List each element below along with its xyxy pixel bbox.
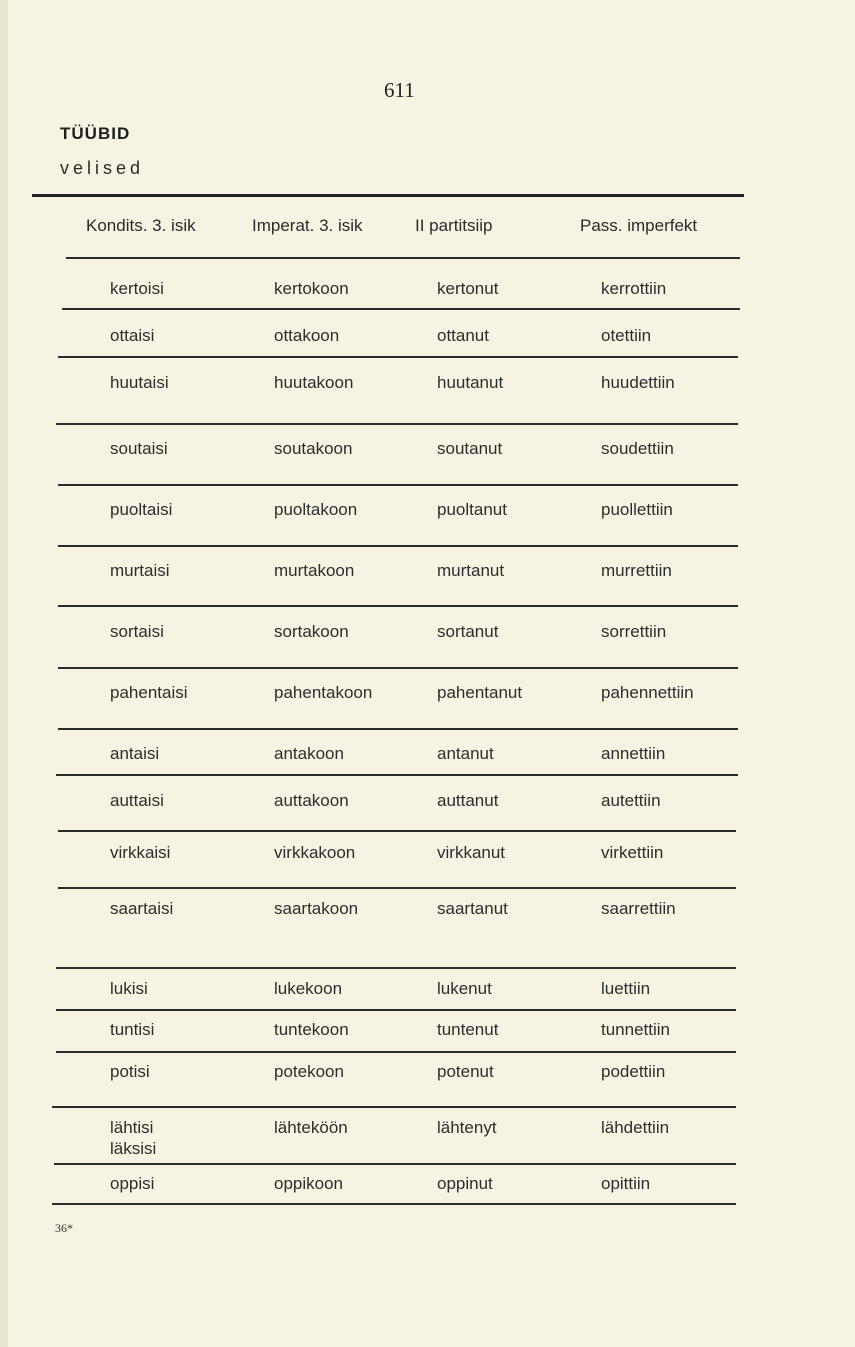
cell-passive-imperfect: tunnettiin	[601, 1020, 670, 1039]
table-rule	[52, 1106, 736, 1108]
page-footnote: 36*	[55, 1221, 73, 1235]
table-rule	[58, 728, 738, 730]
cell-participle: tuntenut	[437, 1020, 499, 1039]
cell-passive-imperfect: opittiin	[601, 1174, 651, 1193]
table-row	[0, 744, 855, 788]
cell-imperative: sortakoon	[274, 622, 349, 641]
cell-conditional: kertoisi	[110, 279, 164, 298]
cell-conditional: saartaisi	[110, 899, 174, 918]
cell-participle: kertonut	[437, 279, 499, 298]
table-row	[0, 500, 855, 544]
cell-conditional: sortaisi	[110, 622, 164, 641]
cell-participle: oppinut	[437, 1174, 493, 1193]
cell-imperative: ottakoon	[274, 326, 340, 345]
cell-participle: huutanut	[437, 373, 504, 392]
cell-conditional: puoltaisi	[110, 500, 173, 519]
cell-imperative: oppikoon	[274, 1174, 344, 1193]
cell-participle: lukenut	[437, 979, 492, 998]
cell-conditional: pahentaisi	[110, 683, 188, 702]
cell-conditional: ottaisi	[110, 326, 155, 345]
cell-conditional: potisi	[110, 1062, 150, 1081]
cell-conditional: murtaisi	[110, 561, 170, 580]
table-row	[0, 791, 855, 835]
cell-passive-imperfect: puollettiin	[601, 500, 673, 519]
table-row	[0, 683, 855, 727]
cell-imperative: murtakoon	[274, 561, 355, 580]
cell-imperative: antakoon	[274, 744, 344, 763]
cell-participle: pahentanut	[437, 683, 523, 702]
cell-conditional: virkkaisi	[110, 843, 171, 862]
header-passive-imperfect: Pass. imperfekt	[580, 216, 698, 235]
cell-participle: antanut	[437, 744, 494, 763]
cell-conditional: tuntisi	[110, 1020, 155, 1039]
table-rule	[58, 545, 738, 547]
header-conditional: Kondits. 3. isik	[86, 216, 196, 235]
table-rule	[56, 967, 736, 969]
cell-passive-imperfect: saarrettiin	[601, 899, 676, 918]
table-rule	[58, 667, 738, 669]
header-participle: II partitsiip	[415, 216, 493, 235]
cell-participle: potenut	[437, 1062, 494, 1081]
table-row	[0, 979, 855, 1023]
cell-imperative: auttakoon	[274, 791, 349, 810]
cell-passive-imperfect: kerrottiin	[601, 279, 667, 298]
table-row	[0, 1118, 855, 1162]
section-subtitle: velised	[60, 158, 145, 178]
table-rule	[58, 887, 736, 889]
cell-conditional: lukisi	[110, 979, 148, 998]
cell-conditional: soutaisi	[110, 439, 168, 458]
page-number: 611	[384, 78, 415, 102]
table-row	[0, 439, 855, 483]
cell-imperative: kertokoon	[274, 279, 349, 298]
cell-participle: virkkanut	[437, 843, 506, 862]
cell-conditional: huutaisi	[110, 373, 169, 392]
table-row	[0, 1020, 855, 1064]
cell-imperative: saartakoon	[274, 899, 359, 918]
cell-imperative: puoltakoon	[274, 500, 358, 519]
cell-imperative: pahentakoon	[274, 683, 373, 702]
table-row	[0, 622, 855, 666]
cell-passive-imperfect: otettiin	[601, 326, 652, 345]
table-row	[0, 326, 855, 370]
cell-participle: sortanut	[437, 622, 499, 641]
cell-imperative: tuntekoon	[274, 1020, 349, 1039]
cell-imperative: lähteköön	[274, 1118, 348, 1137]
cell-imperative: virkkakoon	[274, 843, 356, 862]
cell-imperative: potekoon	[274, 1062, 344, 1081]
cell-imperative: lukekoon	[274, 979, 343, 998]
table-row	[0, 1062, 855, 1106]
cell-conditional-alt: läksisi	[110, 1139, 157, 1158]
cell-passive-imperfect: virkettiin	[601, 843, 664, 862]
cell-passive-imperfect: annettiin	[601, 744, 666, 763]
cell-participle: puoltanut	[437, 500, 507, 519]
cell-passive-imperfect: podettiin	[601, 1062, 666, 1081]
section-title: TÜÜBID	[60, 124, 131, 143]
cell-participle: soutanut	[437, 439, 503, 458]
table-row	[0, 1174, 855, 1218]
cell-participle: lähtenyt	[437, 1118, 497, 1137]
table-rule	[58, 605, 738, 607]
cell-passive-imperfect: autettiin	[601, 791, 661, 810]
cell-passive-imperfect: lähdettiin	[601, 1118, 670, 1137]
cell-imperative: huutakoon	[274, 373, 354, 392]
cell-imperative: soutakoon	[274, 439, 353, 458]
table-row	[0, 561, 855, 605]
column-headers	[0, 216, 855, 242]
cell-conditional: lähtisi	[110, 1118, 154, 1137]
table-row	[0, 373, 855, 417]
top-rule	[32, 194, 744, 197]
table-rule	[56, 423, 738, 425]
cell-passive-imperfect: soudettiin	[601, 439, 674, 458]
cell-participle: auttanut	[437, 791, 499, 810]
cell-conditional: oppisi	[110, 1174, 155, 1193]
cell-passive-imperfect: pahennettiin	[601, 683, 694, 702]
cell-passive-imperfect: luettiin	[601, 979, 651, 998]
table-rule	[58, 484, 738, 486]
cell-conditional: auttaisi	[110, 791, 164, 810]
cell-passive-imperfect: murrettiin	[601, 561, 672, 580]
table-row	[0, 899, 855, 943]
cell-passive-imperfect: sorrettiin	[601, 622, 667, 641]
table-rule	[54, 1163, 736, 1165]
cell-conditional: antaisi	[110, 744, 160, 763]
cell-participle: murtanut	[437, 561, 505, 580]
table-row	[0, 843, 855, 887]
cell-participle: saartanut	[437, 899, 508, 918]
table-row	[0, 279, 855, 323]
header-imperative: Imperat. 3. isik	[252, 216, 363, 235]
cell-participle: ottanut	[437, 326, 489, 345]
table-rule	[66, 257, 740, 259]
cell-passive-imperfect: huudettiin	[601, 373, 675, 392]
